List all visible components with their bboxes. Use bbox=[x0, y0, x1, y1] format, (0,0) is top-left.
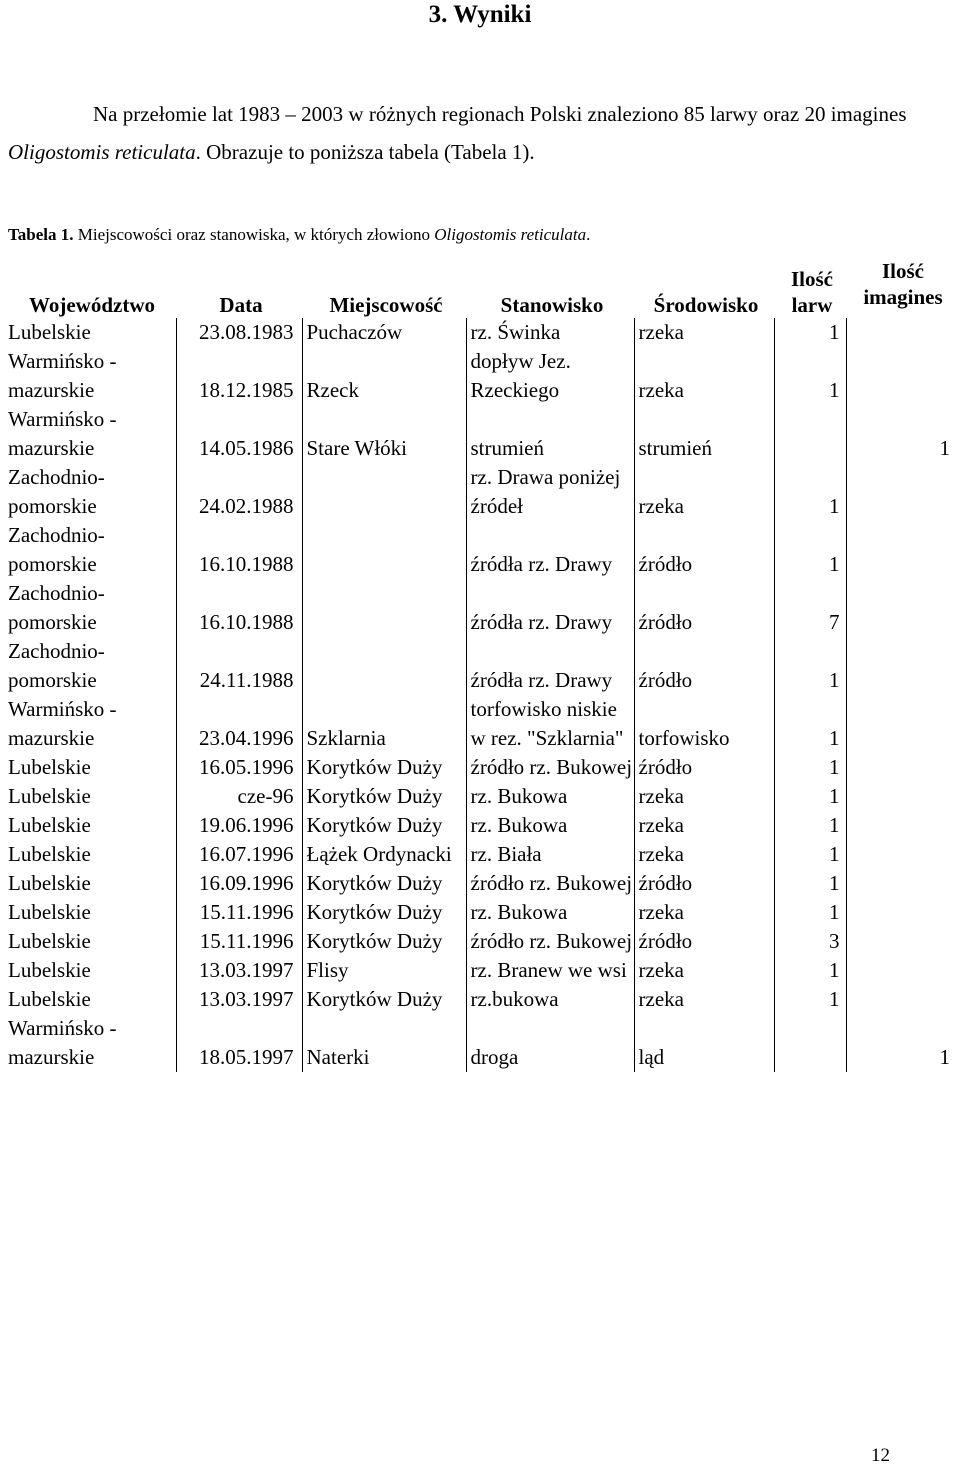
table-cell-stan: źródło rz. Bukowej bbox=[466, 753, 634, 782]
table-cell-data: 16.05.1996 bbox=[176, 753, 302, 782]
caption-end: . bbox=[586, 225, 591, 244]
table-cell-data: 16.09.1996 bbox=[176, 869, 302, 898]
table-cell-imag bbox=[846, 753, 956, 782]
table-cell-imag bbox=[846, 579, 956, 637]
table-cell-stan: źródło rz. Bukowej bbox=[466, 869, 634, 898]
table-cell-stan: torfowisko niskie w rez. "Szklarnia" bbox=[466, 695, 634, 753]
table-row bbox=[4, 1014, 956, 1072]
header-cell: Województwo bbox=[29, 293, 155, 317]
table-cell-stan: źródła rz. Drawy bbox=[466, 637, 634, 695]
table-cell-srod: rzeka bbox=[634, 463, 774, 521]
table-cell-stan: źródła rz. Drawy bbox=[466, 521, 634, 579]
table-cell-srod: rzeka bbox=[634, 898, 774, 927]
table-cell-miejsc bbox=[302, 521, 466, 579]
table-cell-srod: strumień bbox=[634, 405, 774, 463]
table-row bbox=[4, 463, 956, 521]
intro-text-1: Na przełomie lat 1983 – 2003 w różnych regionach Polski znaleziono 85 larwy oraz 20 imagines bbox=[93, 102, 907, 126]
table-cell-woj: Lubelskie bbox=[4, 985, 176, 1014]
table-row bbox=[4, 927, 956, 956]
table-cell-miejsc: Korytków Duży bbox=[302, 811, 466, 840]
table-cell-miejsc: Flisy bbox=[302, 956, 466, 985]
table-cell-woj: Warmińsko - mazurskie bbox=[4, 347, 176, 405]
table-cell-woj: Lubelskie bbox=[4, 811, 176, 840]
table-cell-larwy: 1 bbox=[774, 521, 846, 579]
table-cell-srod: rzeka bbox=[634, 347, 774, 405]
table-cell-larwy bbox=[774, 405, 846, 463]
table-cell-imag bbox=[846, 898, 956, 927]
results-table bbox=[4, 258, 956, 1072]
table-cell-imag bbox=[846, 463, 956, 521]
table-cell-miejsc: Korytków Duży bbox=[302, 898, 466, 927]
table-cell-larwy: 1 bbox=[774, 869, 846, 898]
table-cell-woj: Warmińsko - mazurskie bbox=[4, 405, 176, 463]
table-row bbox=[4, 869, 956, 898]
table-cell-larwy: 1 bbox=[774, 985, 846, 1014]
table-cell-srod: źródło bbox=[634, 579, 774, 637]
table-cell-imag bbox=[846, 927, 956, 956]
table-cell-miejsc: Korytków Duży bbox=[302, 985, 466, 1014]
table-cell-miejsc bbox=[302, 637, 466, 695]
table-cell-woj: Lubelskie bbox=[4, 869, 176, 898]
table-cell-imag: 1 bbox=[846, 1014, 956, 1072]
table-cell-imag bbox=[846, 318, 956, 347]
table-cell-srod: rzeka bbox=[634, 811, 774, 840]
table-cell-woj: Lubelskie bbox=[4, 782, 176, 811]
header-cell: Miejscowość bbox=[329, 293, 443, 317]
table-cell-miejsc: Korytków Duży bbox=[302, 753, 466, 782]
table-caption bbox=[8, 224, 952, 246]
table-row bbox=[4, 347, 956, 405]
table-cell-larwy: 1 bbox=[774, 782, 846, 811]
header-cell: Stanowisko bbox=[500, 293, 604, 317]
table-cell-imag bbox=[846, 782, 956, 811]
table-cell-imag bbox=[846, 956, 956, 985]
table-cell-woj: Lubelskie bbox=[4, 318, 176, 347]
table-cell-srod: rzeka bbox=[634, 318, 774, 347]
table-cell-miejsc: Rzeck bbox=[302, 347, 466, 405]
table-row bbox=[4, 840, 956, 869]
table-cell-data: 24.02.1988 bbox=[176, 463, 302, 521]
table-cell-larwy: 1 bbox=[774, 695, 846, 753]
table-cell-data: 16.07.1996 bbox=[176, 840, 302, 869]
table-cell-stan: źródło rz. Bukowej bbox=[466, 927, 634, 956]
page-number: 12 bbox=[871, 1445, 890, 1466]
table-cell-stan: rz.bukowa bbox=[466, 985, 634, 1014]
table-cell-stan: rz. Branew we wsi bbox=[466, 956, 634, 985]
table-cell-srod: źródło bbox=[634, 753, 774, 782]
caption-label: Tabela 1. bbox=[8, 225, 74, 244]
table-row bbox=[4, 579, 956, 637]
table-cell-larwy: 7 bbox=[774, 579, 846, 637]
section-title: 3. Wyniki bbox=[428, 1, 532, 28]
table-cell-srod: torfowisko bbox=[634, 695, 774, 753]
table-body bbox=[4, 318, 956, 1072]
table-row bbox=[4, 956, 956, 985]
table-cell-srod: źródło bbox=[634, 521, 774, 579]
table-row bbox=[4, 753, 956, 782]
table-cell-miejsc bbox=[302, 463, 466, 521]
table-cell-woj: Warmińsko - mazurskie bbox=[4, 1014, 176, 1072]
table-cell-srod: źródło bbox=[634, 869, 774, 898]
table-cell-data: cze-96 bbox=[176, 782, 302, 811]
table-cell-data: 16.10.1988 bbox=[176, 521, 302, 579]
table-cell-stan: rz. Drawa poniżej źródeł bbox=[466, 463, 634, 521]
table-cell-miejsc bbox=[302, 579, 466, 637]
table-cell-larwy bbox=[774, 1014, 846, 1072]
table-cell-srod: rzeka bbox=[634, 985, 774, 1014]
table-cell-imag: 1 bbox=[846, 405, 956, 463]
table-cell-woj: Lubelskie bbox=[4, 840, 176, 869]
table-cell-imag bbox=[846, 347, 956, 405]
intro-species: Oligostomis reticulata bbox=[8, 140, 196, 164]
table-cell-imag bbox=[846, 637, 956, 695]
table-cell-woj: Lubelskie bbox=[4, 898, 176, 927]
table-cell-data: 19.06.1996 bbox=[176, 811, 302, 840]
table-cell-miejsc: Korytków Duży bbox=[302, 869, 466, 898]
table-cell-data: 23.04.1996 bbox=[176, 695, 302, 753]
table-cell-imag bbox=[846, 811, 956, 840]
table-header-row bbox=[4, 258, 956, 318]
table-cell-woj: Zachodnio-pomorskie bbox=[4, 463, 176, 521]
table-cell-woj: Lubelskie bbox=[4, 956, 176, 985]
table-cell-srod: rzeka bbox=[634, 782, 774, 811]
table-cell-woj: Zachodnio-pomorskie bbox=[4, 637, 176, 695]
caption-text: Miejscowości oraz stanowiska, w których złowiono bbox=[73, 225, 435, 244]
header-cell: Ilość imagines bbox=[863, 259, 943, 309]
table-row bbox=[4, 985, 956, 1014]
table-cell-srod: źródło bbox=[634, 927, 774, 956]
table-cell-stan: rz. Bukowa bbox=[466, 811, 634, 840]
table-cell-woj: Zachodnio-pomorskie bbox=[4, 521, 176, 579]
table-cell-imag bbox=[846, 695, 956, 753]
table-cell-miejsc: Łążek Ordynacki bbox=[302, 840, 466, 869]
table-cell-data: 24.11.1988 bbox=[176, 637, 302, 695]
header-cell: Data bbox=[219, 293, 263, 317]
table-cell-woj: Lubelskie bbox=[4, 753, 176, 782]
table-cell-larwy: 1 bbox=[774, 956, 846, 985]
table-cell-stan: strumień bbox=[466, 405, 634, 463]
table-row bbox=[4, 318, 956, 347]
table-cell-larwy: 1 bbox=[774, 811, 846, 840]
table-cell-larwy: 1 bbox=[774, 898, 846, 927]
table-cell-larwy: 1 bbox=[774, 347, 846, 405]
table-cell-data: 15.11.1996 bbox=[176, 898, 302, 927]
table-cell-srod: rzeka bbox=[634, 956, 774, 985]
table-row bbox=[4, 695, 956, 753]
table-cell-srod: źródło bbox=[634, 637, 774, 695]
table-cell-larwy: 1 bbox=[774, 753, 846, 782]
table-cell-larwy: 1 bbox=[774, 463, 846, 521]
table-cell-larwy: 3 bbox=[774, 927, 846, 956]
table-row bbox=[4, 405, 956, 463]
table-cell-stan: rz. Świnka bbox=[466, 318, 634, 347]
table-cell-data: 14.05.1986 bbox=[176, 405, 302, 463]
table-cell-data: 13.03.1997 bbox=[176, 985, 302, 1014]
table-cell-woj: Warmińsko - mazurskie bbox=[4, 695, 176, 753]
table-cell-miejsc: Szklarnia bbox=[302, 695, 466, 753]
header-cell: Środowisko bbox=[653, 293, 759, 317]
table-row bbox=[4, 898, 956, 927]
table-cell-data: 18.12.1985 bbox=[176, 347, 302, 405]
table-cell-imag bbox=[846, 869, 956, 898]
table-cell-stan: źródła rz. Drawy bbox=[466, 579, 634, 637]
table-cell-srod: rzeka bbox=[634, 840, 774, 869]
table-cell-srod: ląd bbox=[634, 1014, 774, 1072]
table-row bbox=[4, 782, 956, 811]
caption-species: Oligostomis reticulata bbox=[434, 225, 587, 244]
table-cell-miejsc: Korytków Duży bbox=[302, 782, 466, 811]
table-cell-larwy: 1 bbox=[774, 840, 846, 869]
table-cell-data: 16.10.1988 bbox=[176, 579, 302, 637]
intro-text-2: . Obrazuje to poniższa tabela (Tabela 1). bbox=[195, 140, 535, 164]
header-cell: Ilość larw bbox=[791, 267, 833, 317]
table-cell-miejsc: Stare Włóki bbox=[302, 405, 466, 463]
table-row bbox=[4, 637, 956, 695]
intro-paragraph bbox=[8, 95, 952, 171]
table-cell-data: 18.05.1997 bbox=[176, 1014, 302, 1072]
table-cell-miejsc: Korytków Duży bbox=[302, 927, 466, 956]
table-cell-miejsc: Puchaczów bbox=[302, 318, 466, 347]
table-cell-woj: Zachodnio-pomorskie bbox=[4, 579, 176, 637]
table-cell-imag bbox=[846, 985, 956, 1014]
table-cell-stan: rz. Biała bbox=[466, 840, 634, 869]
table-cell-data: 23.08.1983 bbox=[176, 318, 302, 347]
table-cell-stan: droga bbox=[466, 1014, 634, 1072]
table-cell-woj: Lubelskie bbox=[4, 927, 176, 956]
table-cell-stan: rz. Bukowa bbox=[466, 782, 634, 811]
table-row bbox=[4, 521, 956, 579]
table-cell-larwy: 1 bbox=[774, 637, 846, 695]
table-cell-imag bbox=[846, 840, 956, 869]
table-cell-stan: rz. Bukowa bbox=[466, 898, 634, 927]
table-row bbox=[4, 811, 956, 840]
table-cell-miejsc: Naterki bbox=[302, 1014, 466, 1072]
table-cell-data: 15.11.1996 bbox=[176, 927, 302, 956]
table-cell-imag bbox=[846, 521, 956, 579]
table-cell-stan: dopływ Jez. Rzeckiego bbox=[466, 347, 634, 405]
table-cell-data: 13.03.1997 bbox=[176, 956, 302, 985]
table-cell-larwy: 1 bbox=[774, 318, 846, 347]
